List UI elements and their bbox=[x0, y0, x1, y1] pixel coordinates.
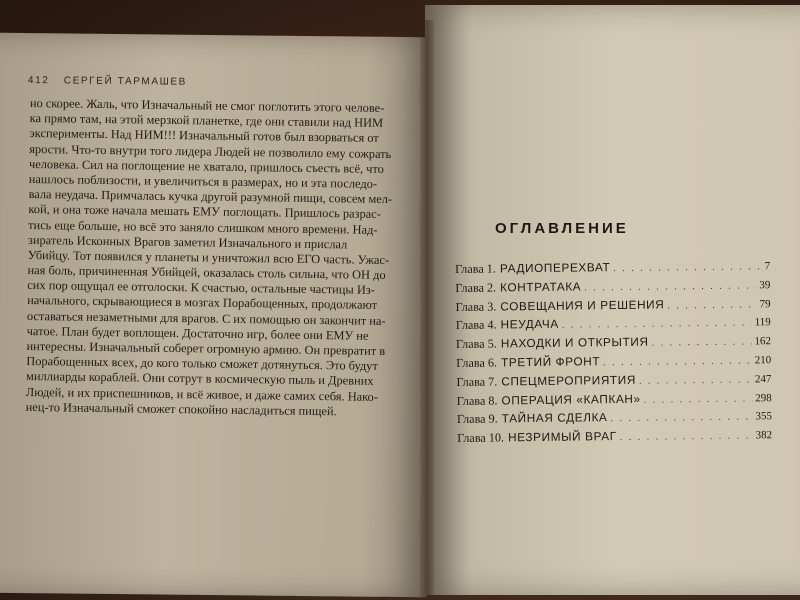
chapter-page-number: 298 bbox=[755, 391, 772, 404]
chapter-number: Глава 10. bbox=[457, 430, 505, 446]
text-line: оставаться незаметными для врагов. С их помощью он закончит на- bbox=[26, 308, 386, 328]
chapter-title: КОНТРАТАКА bbox=[500, 279, 582, 295]
chapter-title: НЕЗРИМЫЙ ВРАГ bbox=[507, 429, 617, 445]
chapter-number: Глава 1. bbox=[455, 261, 496, 276]
page-number: 412 bbox=[27, 75, 50, 87]
chapter-page-number: 162 bbox=[754, 335, 772, 348]
chapter-page-number: 79 bbox=[759, 297, 771, 310]
chapter-title: ТРЕТИЙ ФРОНТ bbox=[500, 354, 601, 370]
chapter-page-number: 355 bbox=[755, 410, 772, 423]
leader-dots bbox=[613, 261, 761, 274]
chapter-number: Глава 2. bbox=[455, 280, 497, 295]
leader-dots bbox=[651, 337, 751, 349]
text-line: зиратель Исконных Врагов заметил Изначального и прислал bbox=[27, 232, 348, 252]
chapter-title: НАХОДКИ И ОТКРЫТИЯ bbox=[500, 334, 649, 351]
text-line: Людей, и их приспешников, и всё живое, и даже самих себя. Нако- bbox=[25, 384, 379, 404]
chapter-number: Глава 9. bbox=[456, 411, 498, 427]
text-line: нец-то Изначальный сможет спокойно насладиться пищей. bbox=[25, 399, 337, 419]
chapter-page-number: 39 bbox=[759, 278, 771, 292]
chapter-page-number: 210 bbox=[754, 354, 772, 367]
book-gutter bbox=[420, 20, 434, 600]
text-line: эксперименты. Над НИМ!!! Изначальный готов был взорваться от bbox=[29, 126, 379, 146]
leader-dots bbox=[562, 318, 752, 331]
text-line: сих пор ощущал ее отголоски. К счастью, остальные частицы Из- bbox=[27, 278, 375, 298]
leader-dots bbox=[584, 280, 756, 293]
chapter-page-number: 7 bbox=[764, 260, 771, 273]
chapter-title: ТАЙНАЯ СДЕЛКА bbox=[501, 410, 608, 426]
leader-dots bbox=[603, 355, 752, 368]
chapter-page-number: 119 bbox=[754, 316, 771, 329]
leader-dots bbox=[644, 393, 753, 405]
text-line: интересны. Изначальный соберет огромную армию. Он превратит в bbox=[26, 338, 386, 358]
chapter-title: СПЕЦМЕРОПРИЯТИЯ bbox=[501, 372, 636, 389]
text-line: тись еще больше, но всё это заняло слишком много времени. Над- bbox=[28, 217, 378, 237]
text-line: ная боль, причиненная Убийцей, оказалась столь сильна, что ОН до bbox=[27, 263, 386, 283]
text-line: Убийцу. Тот появился у планеты и уничтожил всю ЕГО часть. Ужас- bbox=[27, 247, 390, 267]
toc-heading: ОГЛАВЛЕНИЕ bbox=[495, 220, 629, 237]
text-line: чатое. План будет воплощен. Достаточно игр, более они ЕМУ не bbox=[26, 323, 369, 343]
chapter-number: Глава 7. bbox=[456, 374, 498, 389]
chapter-page-number: 382 bbox=[755, 429, 773, 442]
table-of-contents bbox=[455, 258, 772, 450]
text-line: но скорее. Жаль, что Изначальный не смог поглотить этого челове- bbox=[29, 96, 385, 115]
chapter-number: Глава 6. bbox=[456, 355, 498, 370]
chapter-title: ОПЕРАЦИЯ «КАПКАН» bbox=[501, 391, 641, 408]
text-line: нашлось поблизости, и увеличиться в размерах, но и эта последо- bbox=[28, 171, 378, 191]
text-line: миллиарды кораблей. Они сотрут в космическую пыль и Древних bbox=[25, 369, 374, 389]
text-line: Порабощенных всех, до кого только сможет дотянуться. Это будут bbox=[26, 354, 378, 374]
chapter-number: Глава 8. bbox=[456, 393, 498, 408]
chapter-title: НЕУДАЧА bbox=[500, 317, 559, 332]
text-line: кой, и она тоже начала мешать ЕМУ поглощать. Пришлось разрас- bbox=[28, 202, 381, 222]
leader-dots bbox=[620, 431, 753, 444]
chapter-number: Глава 3. bbox=[455, 299, 497, 314]
text-line: ка прямо там, на этой мерзкой планетке, где они ставили над НИМ bbox=[29, 111, 384, 131]
body-text bbox=[26, 96, 410, 420]
text-line: человека. Сил на поглощение не хватало, пришлось съесть всё, что bbox=[28, 156, 384, 176]
text-line: вала неудача. Примчалась кучка другой разумной пищи, совсем мел- bbox=[28, 187, 393, 207]
chapter-title: СОВЕЩАНИЯ И РЕШЕНИЯ bbox=[500, 297, 665, 314]
chapter-number: Глава 4. bbox=[455, 317, 497, 333]
leader-dots bbox=[667, 299, 756, 311]
leader-dots bbox=[639, 374, 752, 386]
text-line: ярости. Что-то внутри того лидера Людей не позволило ему сожрать bbox=[29, 141, 392, 161]
chapter-number: Глава 5. bbox=[455, 336, 497, 352]
leader-dots bbox=[610, 412, 752, 425]
toc-entry bbox=[457, 427, 772, 450]
author-name: СЕРГЕЙ ТАРМАШЕВ bbox=[63, 75, 188, 88]
text-line: начального, скрывающиеся в мозгах Порабощенных, продолжают bbox=[27, 293, 378, 313]
chapter-page-number: 247 bbox=[754, 372, 772, 386]
chapter-title: РАДИОПЕРЕХВАТ bbox=[499, 260, 611, 276]
